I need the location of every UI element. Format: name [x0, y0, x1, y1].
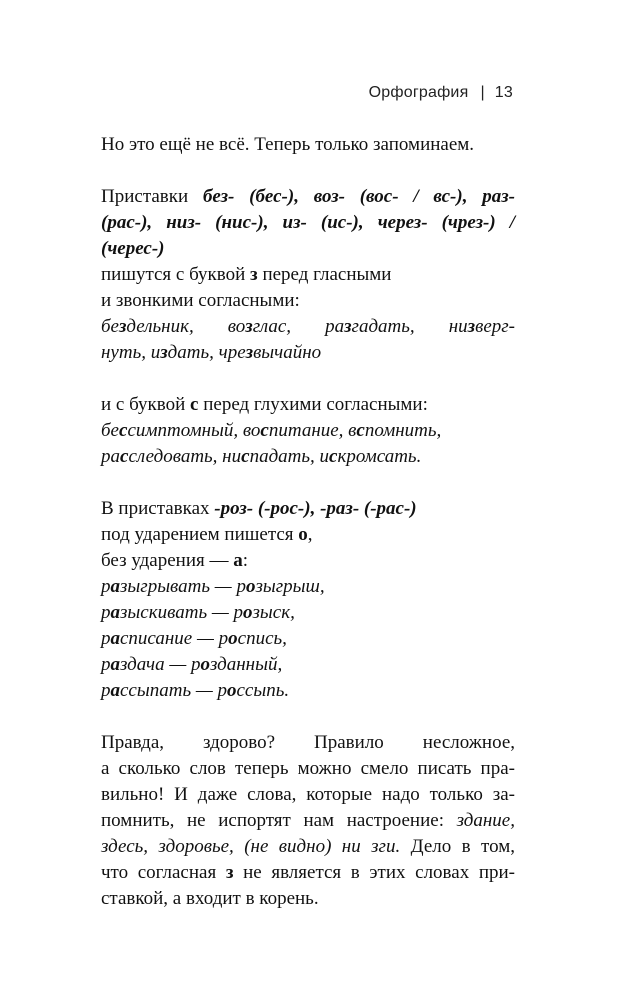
closing-line-7: ставкой, а входит в корень. — [101, 888, 319, 909]
text-fragment: бе — [101, 420, 119, 441]
rule1-voiced-line: и звонкими согласными: — [101, 290, 300, 311]
text-fragment: зданный, — [209, 654, 283, 675]
rule2-line-1 — [101, 496, 417, 522]
rule1-z-line — [101, 262, 391, 288]
rule1-prefixes-3: (черес-) — [101, 238, 165, 259]
text-fragment: з — [119, 316, 127, 337]
text-fragment: падать, и — [249, 446, 330, 467]
examples-z-line-1 — [101, 314, 515, 340]
example-ro-3 — [101, 626, 287, 652]
text-fragment: з — [344, 316, 352, 337]
text-fragment: , — [307, 524, 313, 545]
header-separator: | — [480, 84, 485, 101]
rule2-line-3 — [101, 548, 248, 574]
text-fragment: зыгрыш, — [255, 576, 325, 597]
text-fragment: с — [329, 446, 338, 467]
text-fragment: дельник, во — [126, 316, 246, 337]
rule1-line-2 — [101, 210, 515, 236]
text-fragment: помнить, — [364, 420, 442, 441]
text-fragment: не является в этих словах при- — [233, 862, 515, 883]
text-fragment: здание, — [456, 810, 515, 831]
text-fragment: а — [110, 576, 120, 597]
closing-line-4 — [101, 808, 515, 834]
text-fragment: без ударения — — [101, 550, 234, 571]
rule1-z-text-b: перед гласными — [257, 264, 392, 285]
example-ro-1 — [101, 574, 325, 600]
rule1-lead: Приставки — [101, 186, 203, 207]
text-fragment: ра — [101, 446, 120, 467]
text-fragment: списание — р — [120, 628, 229, 649]
text-fragment: а — [110, 628, 120, 649]
example-ro-2 — [101, 600, 295, 626]
rule2-prefixes: -роз- (-рос-), -раз- (-рас-) — [214, 498, 417, 519]
text-fragment: вычайно — [253, 342, 322, 363]
text-fragment: а — [110, 602, 120, 623]
running-header — [369, 84, 513, 102]
text-fragment: следовать, ни — [128, 446, 242, 467]
text-fragment: дать, чре — [167, 342, 246, 363]
text-fragment: р — [101, 654, 111, 675]
text-fragment: симптомный, во — [127, 420, 261, 441]
closing-line-1: Правда, здорово? Правило несложное, — [101, 732, 515, 753]
text-fragment: с — [120, 446, 129, 467]
rule1-line-3 — [101, 236, 165, 262]
example-ro-5 — [101, 678, 289, 704]
section-title: Орфография — [368, 84, 469, 101]
text-fragment: что согласная — [101, 862, 226, 883]
rule1-prefixes-1: без- (бес-), воз- (вос- / вс-), раз- — [202, 186, 515, 207]
text-fragment: с — [241, 446, 250, 467]
closing-line-3: вильно! И даже слова, которые надо только за- — [101, 784, 515, 805]
text-fragment: верг- — [475, 316, 515, 337]
text-fragment: о — [200, 654, 210, 675]
rule2-lead: В приставках — [101, 498, 215, 519]
text-fragment: зыск, — [252, 602, 295, 623]
text-fragment: под ударением пишется — [101, 524, 299, 545]
text-fragment: питание, в — [268, 420, 357, 441]
text-fragment: р — [101, 602, 111, 623]
text-fragment: : — [242, 550, 249, 571]
closing-line-6 — [101, 860, 515, 886]
rule1-s-letter: с — [190, 394, 199, 415]
text-fragment: р — [101, 576, 111, 597]
text-fragment: з — [160, 342, 168, 363]
text-fragment: о — [227, 680, 237, 701]
text-fragment: кромсать. — [337, 446, 422, 467]
text-fragment: о — [298, 524, 308, 545]
intro-line: Но это ещё не всё. Теперь только запоминаем. — [101, 134, 475, 155]
text-fragment: р — [101, 680, 111, 701]
text-fragment: о — [228, 628, 238, 649]
text-fragment: з — [225, 862, 234, 883]
rule1-s-text-b: перед глухими согласными: — [198, 394, 428, 415]
text-fragment: а — [233, 550, 243, 571]
text-fragment: с — [119, 420, 128, 441]
rule1-z-letter: з — [250, 264, 258, 285]
text-fragment: з — [245, 342, 254, 363]
text-fragment: з — [467, 316, 476, 337]
text-fragment: ссыпать — р — [120, 680, 227, 701]
examples-z-line-2 — [101, 340, 321, 366]
rule1-s-text-a: и с буквой — [101, 394, 191, 415]
examples-s-line-2 — [101, 444, 421, 470]
text-fragment: здача — р — [120, 654, 201, 675]
text-fragment: а — [110, 654, 120, 675]
rule1-prefixes-2: (рас-), низ- (нис-), из- (ис-), через- (чрез-) / — [101, 212, 515, 233]
rule1-line-1 — [101, 184, 515, 210]
example-ro-4 — [101, 652, 282, 678]
text-fragment: а — [110, 680, 120, 701]
text-fragment: зыскивать — р — [120, 602, 243, 623]
closing-line-5 — [101, 834, 515, 860]
text-fragment: глас, ра — [252, 316, 345, 337]
text-fragment: зыгрывать — р — [120, 576, 246, 597]
rule1-z-text-a: пишутся с буквой — [101, 264, 251, 285]
text-fragment: о — [245, 576, 256, 597]
examples-s-line-1 — [101, 418, 441, 444]
page-number: 13 — [494, 84, 513, 101]
text-fragment: гадать, ни — [351, 316, 468, 337]
text-fragment: з — [245, 316, 253, 337]
rule1-s-line — [101, 392, 428, 418]
text-fragment: бе — [101, 316, 119, 337]
text-fragment: о — [242, 602, 253, 623]
text-fragment: здесь, здоровье, (не видно) ни зги. — [101, 836, 401, 857]
closing-line-2: а сколько слов теперь можно смело писать пра- — [101, 758, 515, 779]
text-fragment: с — [356, 420, 365, 441]
text-fragment: спись, — [237, 628, 287, 649]
text-fragment: нуть, и — [101, 342, 161, 363]
text-fragment: ссыпь. — [236, 680, 290, 701]
rule2-line-2 — [101, 522, 313, 548]
text-fragment: р — [101, 628, 111, 649]
text-fragment: с — [260, 420, 269, 441]
text-fragment: помнить, не испортят нам настроение: — [101, 810, 457, 831]
text-fragment: Дело в том, — [400, 836, 515, 857]
